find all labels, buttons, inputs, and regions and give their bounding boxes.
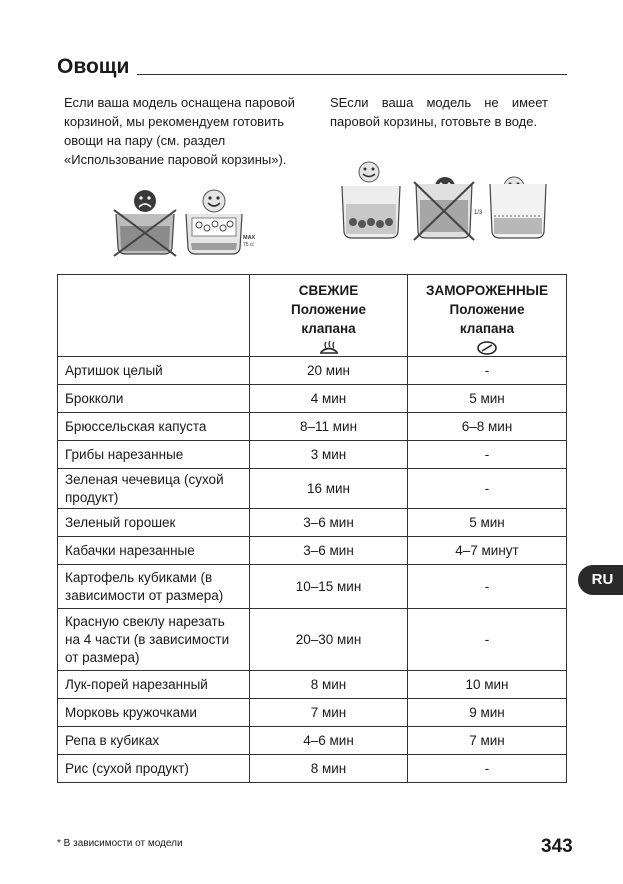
table-row: [58, 509, 567, 537]
section-heading: [57, 54, 567, 80]
happy-face-icon: [203, 190, 225, 212]
table-row: [58, 609, 567, 671]
row-frozen-time: -: [408, 755, 567, 783]
row-frozen-time: 5 мин: [408, 509, 567, 537]
row-fresh-time: 20 мин: [250, 357, 408, 385]
row-fresh-time: 8–11 мин: [250, 413, 408, 441]
table-row: [58, 671, 567, 699]
row-fresh-time: 8 мин: [250, 671, 408, 699]
footnote: * В зависимости от модели: [57, 838, 183, 849]
header-empty: [58, 275, 250, 357]
pot-with-water-crossed: [114, 210, 176, 256]
row-name: Репа в кубиках: [58, 727, 250, 755]
sealed-valve-icon: [476, 340, 498, 356]
row-name: Брюссельская капуста: [58, 413, 250, 441]
pot-one-third-water: [490, 184, 546, 238]
pot-crossed: [414, 182, 474, 240]
table-row: [58, 357, 567, 385]
sad-face-icon: [134, 190, 156, 212]
steam-valve-icon: [318, 340, 340, 356]
pot-with-steam-basket: [186, 214, 242, 254]
row-name: Красную свеклу нарезать на 4 части (в зависимости от размера): [58, 609, 250, 671]
row-fresh-time: 16 мин: [250, 469, 408, 509]
row-frozen-time: -: [408, 441, 567, 469]
header-frozen-title: ЗАМОРОЖЕННЫЕ: [425, 283, 549, 298]
row-name: Брокколи: [58, 385, 250, 413]
fill-mark-label: 1/3: [474, 210, 483, 216]
header-frozen-subtitle: Положение клапана: [449, 302, 525, 336]
row-frozen-time: 7 мин: [408, 727, 567, 755]
water-cooking-illustration: [338, 160, 550, 242]
intro-steam-basket: Если ваша модель оснащена паровой корзиной, мы рекомендуем готовить овощи на пару (см. раздел «Использование паровой корзины»).: [64, 95, 295, 167]
happy-face-icon: [359, 162, 379, 182]
cooking-times-table: [57, 274, 567, 783]
row-name: Зеленая чечевица (сухой продукт): [58, 469, 250, 509]
table-row: [58, 413, 567, 441]
table-header-row: [58, 275, 567, 357]
page-number: 343: [541, 836, 573, 857]
table-row: [58, 469, 567, 509]
row-frozen-time: 4–7 минут: [408, 537, 567, 565]
row-fresh-time: 3 мин: [250, 441, 408, 469]
row-name: Артишок целый: [58, 357, 250, 385]
row-fresh-time: 20–30 мин: [250, 609, 408, 671]
row-fresh-time: 10–15 мин: [250, 565, 408, 609]
row-name: Кабачки нарезанные: [58, 537, 250, 565]
row-fresh-time: 4 мин: [250, 385, 408, 413]
row-frozen-time: 9 мин: [408, 699, 567, 727]
row-name: Рис (сухой продукт): [58, 755, 250, 783]
header-fresh: [250, 275, 408, 357]
row-name: Грибы нарезанные: [58, 441, 250, 469]
header-fresh-title: СВЕЖИЕ: [298, 283, 359, 298]
pot-in-water: [342, 186, 400, 238]
row-fresh-time: 3–6 мин: [250, 537, 408, 565]
language-tab: RU: [578, 565, 623, 595]
row-frozen-time: -: [408, 565, 567, 609]
row-fresh-time: 7 мин: [250, 699, 408, 727]
row-frozen-time: 5 мин: [408, 385, 567, 413]
row-frozen-time: -: [408, 469, 567, 509]
steam-basket-illustration: [112, 188, 256, 258]
row-name: Картофель кубиками (в зависимости от размера): [58, 565, 250, 609]
row-fresh-time: 8 мин: [250, 755, 408, 783]
header-fresh-subtitle: Положение клапана: [291, 302, 366, 336]
row-frozen-time: 6–8 мин: [408, 413, 567, 441]
row-name: Лук-порей нарезанный: [58, 671, 250, 699]
row-fresh-time: 3–6 мин: [250, 509, 408, 537]
header-frozen: [408, 275, 567, 357]
table-row: [58, 537, 567, 565]
table-row: [58, 755, 567, 783]
intro-no-basket: SЕсли ваша модель не имеет паровой корзины, готовьте в воде.: [330, 95, 548, 129]
row-fresh-time: 4–6 мин: [250, 727, 408, 755]
row-frozen-time: -: [408, 357, 567, 385]
row-name: Зеленый горошек: [58, 509, 250, 537]
row-frozen-time: -: [408, 609, 567, 671]
table-row: [58, 385, 567, 413]
table-row: [58, 727, 567, 755]
max-label: MAX: [243, 235, 256, 241]
row-name: Морковь кружочками: [58, 699, 250, 727]
table-row: [58, 699, 567, 727]
section-title: Овощи: [57, 54, 137, 80]
row-frozen-time: 10 мин: [408, 671, 567, 699]
volume-label: 75 cl: [243, 242, 254, 248]
table-row: [58, 565, 567, 609]
table-row: [58, 441, 567, 469]
